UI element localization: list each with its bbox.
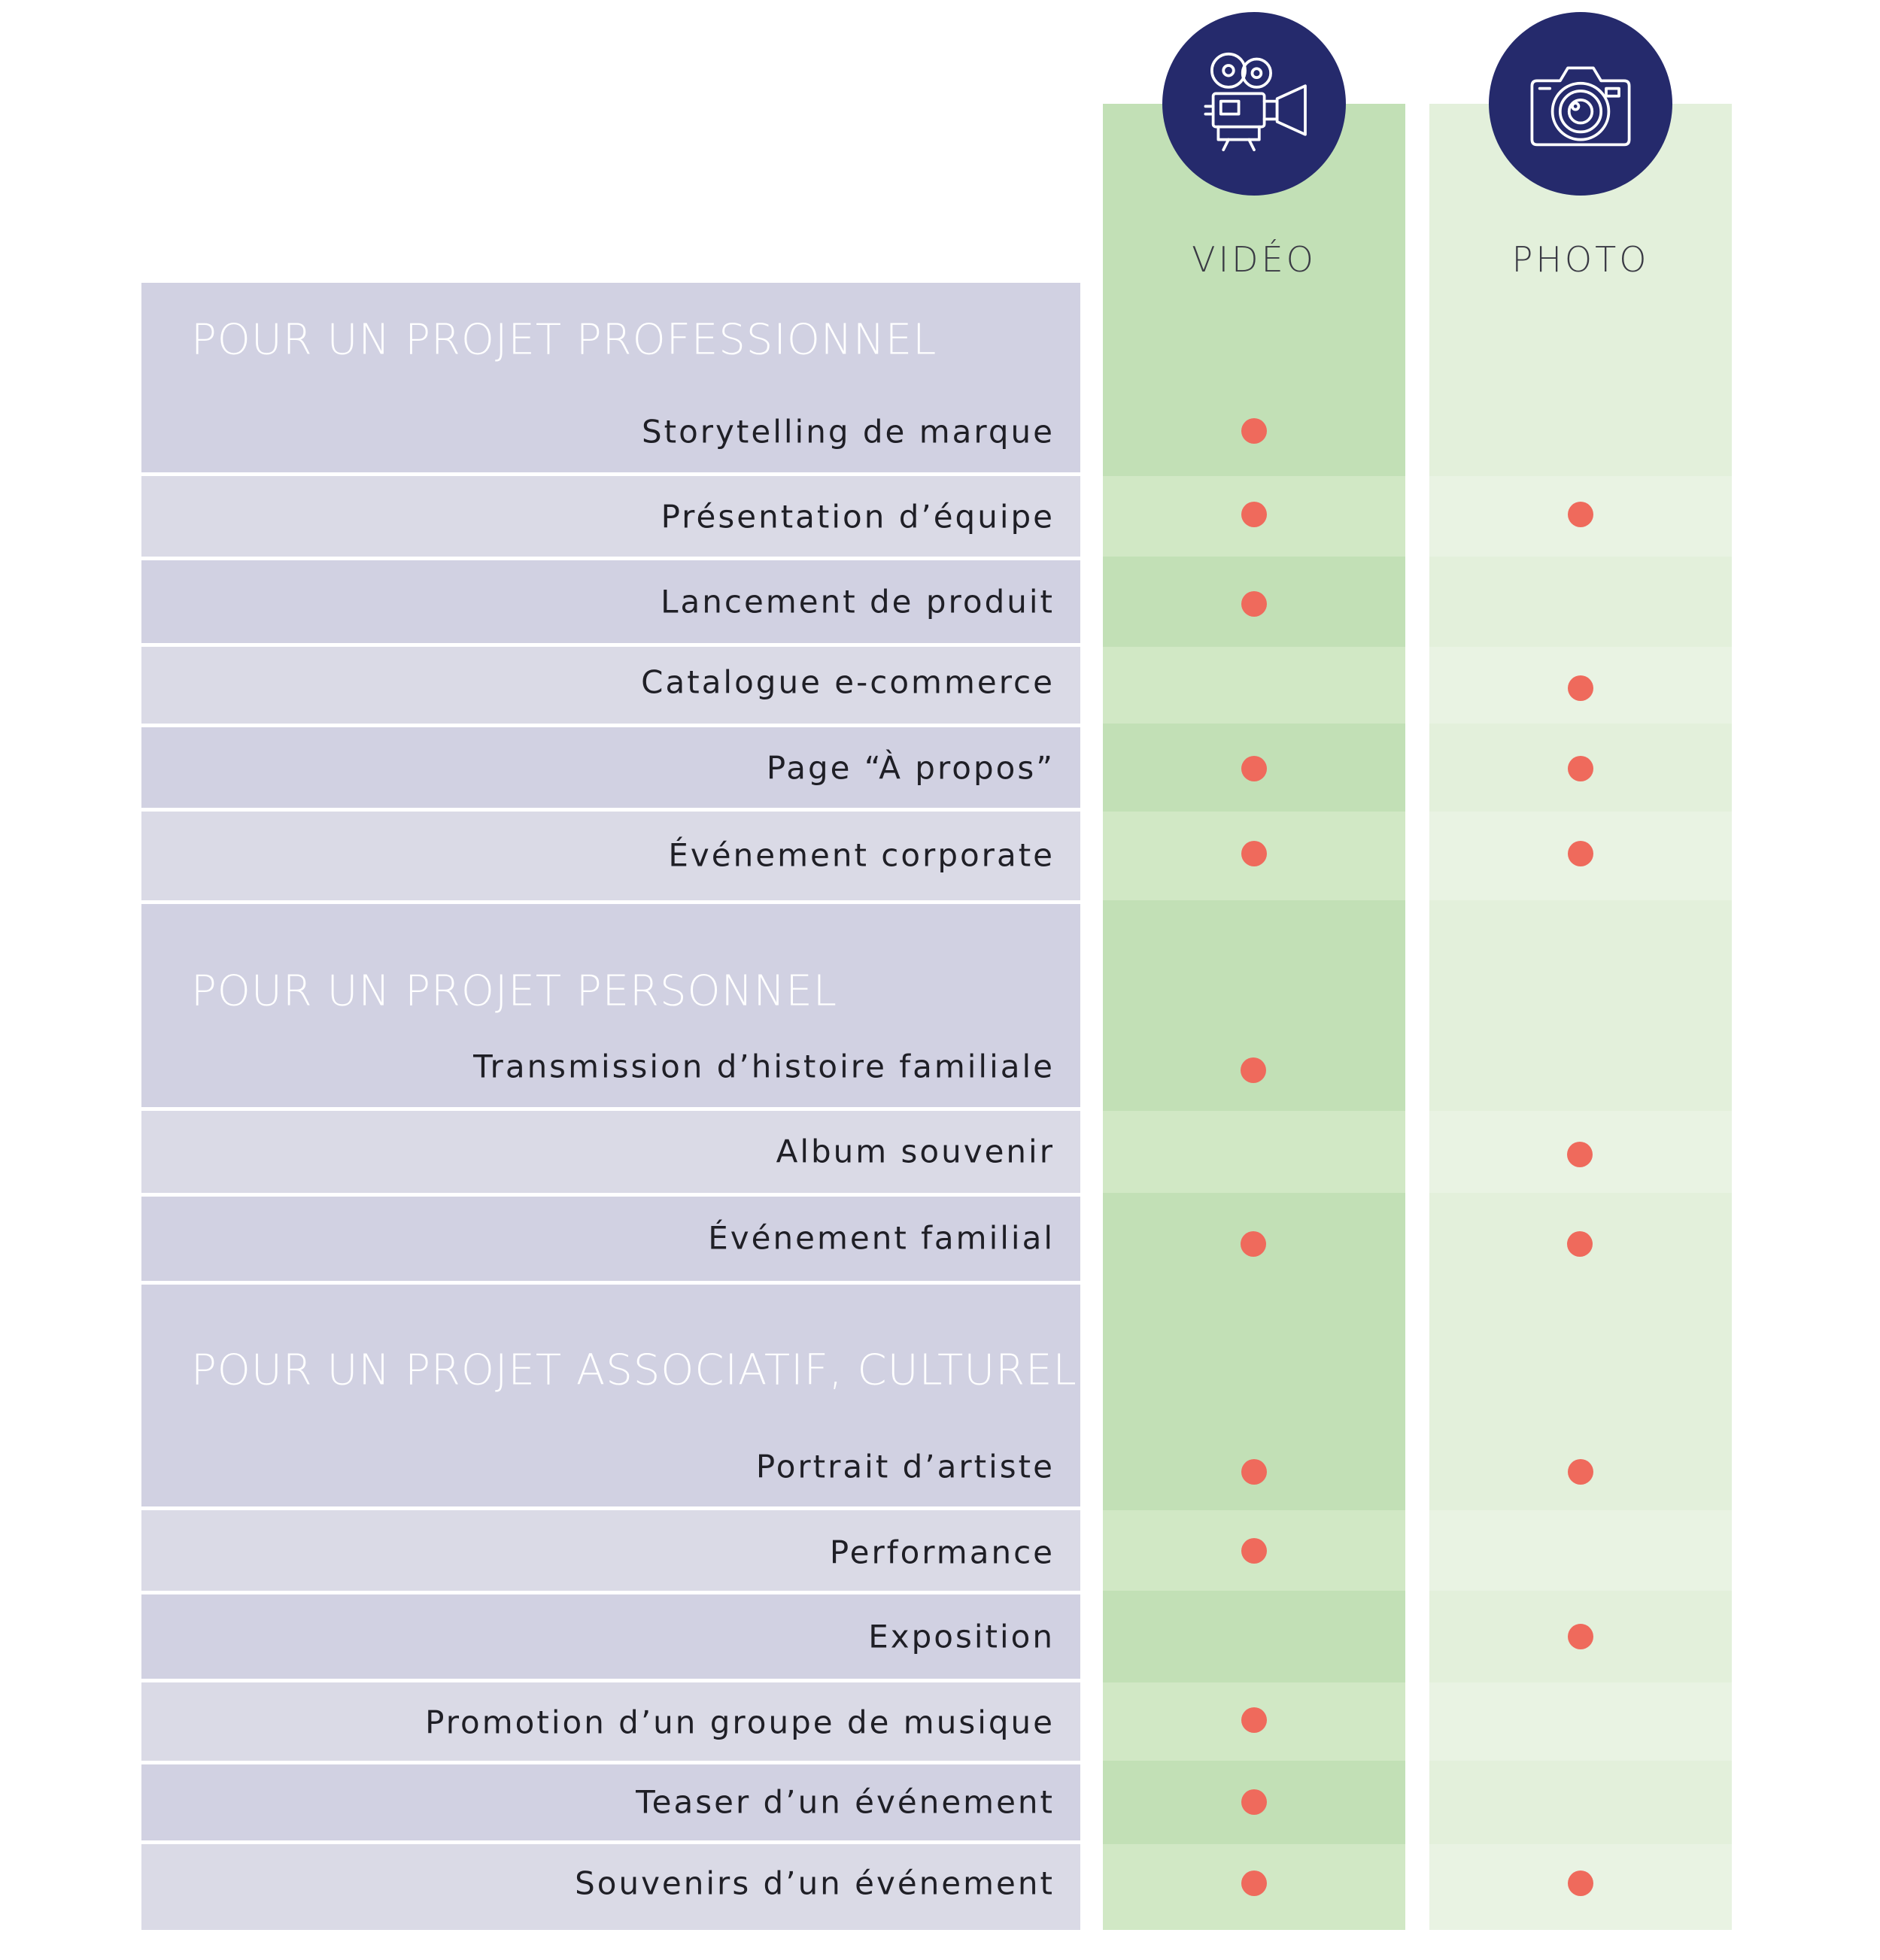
photo-cell (1429, 647, 1732, 724)
photo-cell (1429, 1197, 1732, 1281)
row-label: Promotion d’un groupe de musique (425, 1704, 1055, 1741)
video-cell (1103, 1197, 1405, 1281)
video-cell (1103, 1594, 1405, 1679)
video-cell (1103, 727, 1405, 808)
photo-cell (1429, 1594, 1732, 1679)
video-available-dot (1241, 1707, 1267, 1733)
photo-available-dot (1568, 1624, 1593, 1649)
video-available-dot (1241, 502, 1267, 527)
row-label: Transmission d’histoire familiale (473, 1048, 1055, 1085)
list-item (141, 1594, 1080, 1679)
list-item (141, 283, 1080, 472)
row-label: Lancement de produit (661, 583, 1055, 620)
list-item (141, 560, 1080, 643)
photo-camera-icon (1489, 12, 1672, 196)
photo-cell (1429, 1510, 1732, 1591)
row-label: Événement familial (708, 1219, 1055, 1257)
photo-cell (1429, 727, 1732, 808)
list-item (141, 476, 1080, 557)
video-available-dot (1241, 591, 1267, 617)
row-label: Page “À propos” (766, 749, 1055, 787)
photo-cell (1429, 1111, 1732, 1193)
video-available-dot (1241, 756, 1267, 781)
photo-cell (1429, 476, 1732, 557)
video-available-dot (1241, 1459, 1267, 1485)
section-title-personnel: POUR UN PROJET PERSONNEL (191, 966, 837, 1016)
video-cell (1103, 812, 1405, 900)
video-available-dot (1241, 1789, 1267, 1815)
row-label: Portrait d’artiste (755, 1448, 1055, 1485)
video-column-header: VIDÉO (1192, 239, 1317, 280)
list-item (141, 812, 1080, 900)
video-cell (1103, 1682, 1405, 1761)
list-item (141, 1111, 1080, 1193)
row-label: Événement corporate (668, 836, 1055, 874)
section-title-professionnel: POUR UN PROJET PROFESSIONNEL (191, 315, 937, 365)
video-available-dot (1241, 1538, 1267, 1564)
list-item (141, 647, 1080, 724)
photo-cell (1429, 1764, 1732, 1840)
photo-cell (1429, 1682, 1732, 1761)
list-item (141, 1764, 1080, 1840)
photo-available-dot (1567, 1142, 1593, 1167)
list-item (141, 1197, 1080, 1281)
row-label: Souvenirs d’un événement (575, 1864, 1055, 1902)
photo-available-dot (1568, 1870, 1593, 1896)
list-item (141, 1285, 1080, 1506)
photo-cell (1429, 1285, 1732, 1506)
photo-available-dot (1568, 841, 1593, 866)
list-item (141, 727, 1080, 808)
photo-available-dot (1568, 1459, 1593, 1485)
photo-cell (1429, 283, 1732, 472)
list-item (141, 1844, 1080, 1930)
photo-cell (1429, 904, 1732, 1107)
video-cell (1103, 560, 1405, 643)
photo-cell (1429, 812, 1732, 900)
photo-available-dot (1568, 502, 1593, 527)
section-title-associatif: POUR UN PROJET ASSOCIATIF, CULTUREL (191, 1346, 1077, 1395)
list-item (141, 904, 1080, 1107)
video-available-dot (1241, 841, 1267, 866)
row-label: Storytelling de marque (641, 413, 1055, 451)
movie-camera-icon (1162, 12, 1346, 196)
row-label: Performance (829, 1534, 1055, 1571)
video-available-dot (1241, 1057, 1266, 1083)
video-cell (1103, 647, 1405, 724)
photo-column-header: PHOTO (1511, 239, 1650, 280)
list-item (141, 1682, 1080, 1761)
row-label: Exposition (868, 1618, 1055, 1655)
row-label: Album souvenir (776, 1133, 1055, 1170)
video-cell (1103, 1285, 1405, 1506)
row-label: Catalogue e-commerce (641, 663, 1055, 701)
video-available-dot (1241, 1231, 1266, 1257)
video-cell (1103, 1111, 1405, 1193)
video-available-dot (1241, 1870, 1267, 1896)
video-cell (1103, 1764, 1405, 1840)
video-cell (1103, 1844, 1405, 1930)
photo-cell (1429, 560, 1732, 643)
video-cell (1103, 1510, 1405, 1591)
photo-available-dot (1568, 675, 1593, 701)
photo-available-dot (1567, 1231, 1593, 1257)
list-item (141, 1510, 1080, 1591)
video-available-dot (1241, 418, 1267, 444)
row-label: Présentation d’équipe (661, 498, 1055, 536)
video-cell (1103, 283, 1405, 472)
photo-available-dot (1568, 756, 1593, 781)
video-cell (1103, 476, 1405, 557)
photo-cell (1429, 1844, 1732, 1930)
row-label: Teaser d’un événement (636, 1783, 1055, 1821)
video-cell (1103, 904, 1405, 1107)
